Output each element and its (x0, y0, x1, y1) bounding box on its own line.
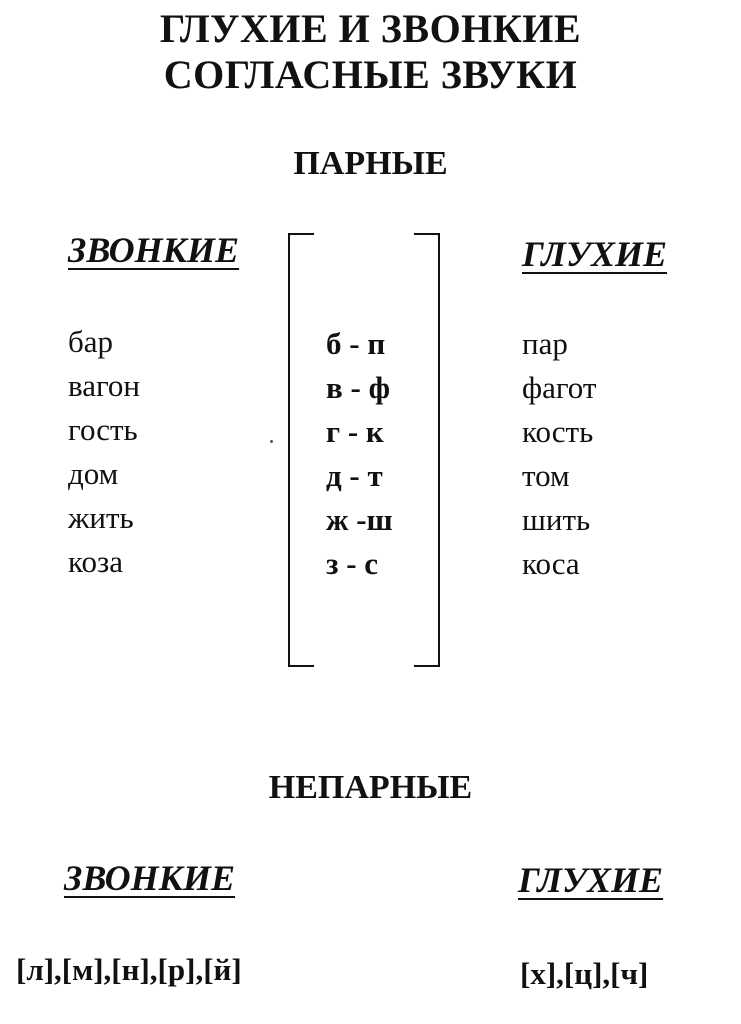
voiced-word: бар (68, 324, 114, 359)
page-title-line-2: СОГЛАСНЫЕ ЗВУКИ (163, 52, 578, 97)
left-bracket (288, 233, 314, 667)
paired-voiced-heading: ЗВОНКИЕ (68, 230, 240, 270)
voiced-word: гость (68, 412, 138, 447)
voiceless-word: фагот (522, 370, 597, 405)
paired-voiceless-word-list (522, 322, 596, 586)
unpaired-voiced-heading: ЗВОНКИЕ (64, 858, 236, 898)
voiced-word: жить (68, 500, 134, 535)
paired-voiceless-heading: ГЛУХИЕ (522, 234, 668, 274)
letter-pair: г - к (326, 414, 384, 449)
letter-pair: б - п (326, 326, 386, 361)
letter-pair: з - с (326, 546, 379, 581)
unpaired-voiceless-sounds: [х],[ц],[ч] (520, 956, 649, 991)
voiced-word: дом (68, 456, 119, 491)
voiceless-word: том (522, 458, 570, 493)
right-bracket (414, 233, 440, 667)
unpaired-voiceless-heading: ГЛУХИЕ (518, 860, 664, 900)
letter-pair: д - т (326, 458, 383, 493)
letter-pair: в - ф (326, 370, 391, 405)
unpaired-voiced-sounds: [л],[м],[н],[р],[й] (16, 952, 242, 987)
paired-heading: ПАРНЫЕ (293, 145, 448, 182)
letter-pair: ж -ш (326, 502, 393, 537)
page-title-line-1: ГЛУХИЕ И ЗВОНКИЕ (159, 6, 582, 51)
unpaired-heading: НЕПАРНЫЕ (268, 769, 473, 806)
voiced-word: вагон (68, 368, 141, 403)
voiceless-word: коса (522, 546, 580, 581)
voiced-word: коза (68, 544, 123, 579)
voiceless-word: пар (522, 326, 568, 361)
scan-speck (270, 440, 273, 443)
voiceless-word: шить (522, 502, 591, 537)
voiceless-word: кость (522, 414, 594, 449)
letter-pair-list (326, 322, 393, 586)
paired-voiced-word-list (68, 320, 140, 584)
